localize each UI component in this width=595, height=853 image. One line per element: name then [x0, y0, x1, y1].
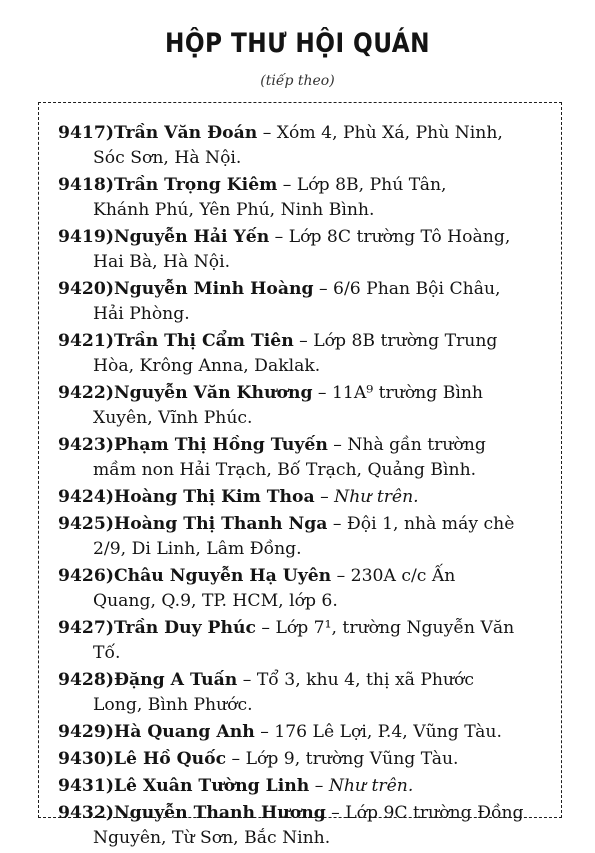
- entry-name: Nguyễn Thanh Hương: [113, 803, 326, 823]
- list-item: [58, 668, 552, 718]
- entry-name: Nguyễn Hải Yến: [113, 227, 270, 247]
- entry-name: Lê Xuân Tường Linh: [113, 776, 310, 796]
- entry-number: 9425): [58, 514, 114, 534]
- entry-name: Lê Hồ Quốc: [113, 749, 227, 769]
- list-item: [58, 277, 552, 327]
- entry-address-cont: Xuyên, Vĩnh Phúc.: [93, 408, 253, 428]
- entry-address: – Đội 1, nhà máy chè: [327, 514, 515, 534]
- entry-number: 9432): [58, 803, 114, 823]
- entry-number: 9428): [58, 670, 114, 690]
- entry-address-cont: Khánh Phú, Yên Phú, Ninh Bình.: [93, 200, 375, 220]
- entry-address: –: [309, 776, 329, 796]
- list-item: [58, 173, 552, 223]
- list-item: [58, 433, 552, 483]
- page-title: HỘP THƯ HỘI QUÁN: [164, 28, 431, 59]
- entry-name: Đặng A Tuấn: [113, 670, 238, 690]
- list-item: [58, 329, 552, 379]
- entry-name: Trần Thị Cẩm Tiên: [113, 331, 294, 351]
- list-item: [58, 774, 552, 799]
- entry-number: 9418): [58, 175, 114, 195]
- entry-address-cont: Sóc Sơn, Hà Nội.: [93, 148, 242, 168]
- entry-number: 9417): [58, 123, 114, 143]
- entry-address-cont: 2/9, Di Linh, Lâm Đồng.: [93, 539, 302, 559]
- entry-name: Phạm Thị Hồng Tuyến: [113, 435, 328, 455]
- entry-name: Nguyễn Văn Khương: [113, 383, 313, 403]
- entry-number: 9427): [58, 618, 114, 638]
- entry-number: 9423): [58, 435, 114, 455]
- list-item: [58, 720, 552, 745]
- entry-address: – Xóm 4, Phù Xá, Phù Ninh,: [257, 123, 503, 143]
- list-item: [58, 616, 552, 666]
- entry-name: Châu Nguyễn Hạ Uyên: [113, 566, 332, 586]
- entry-number: 9422): [58, 383, 114, 403]
- list-item: [58, 512, 552, 562]
- entry-name: Trần Văn Đoán: [113, 123, 258, 143]
- entry-address: – Tổ 3, khu 4, thị xã Phước: [237, 670, 475, 690]
- entry-name: Nguyễn Minh Hoàng: [113, 279, 314, 299]
- entry-number: 9424): [58, 487, 114, 507]
- entry-address-cont: mầm non Hải Trạch, Bố Trạch, Quảng Bình.: [93, 460, 477, 480]
- entry-name: Hoàng Thị Thanh Nga: [113, 514, 328, 534]
- page-subtitle: (tiếp theo): [260, 73, 335, 89]
- entry-address-cont: Tố.: [93, 643, 121, 663]
- entry-address: –: [314, 487, 335, 507]
- entry-same-as-above: Như trên.: [334, 487, 419, 507]
- entry-number: 9430): [58, 749, 114, 769]
- entry-number: 9431): [58, 776, 114, 796]
- entry-number: 9420): [58, 279, 114, 299]
- entry-address: – Lớp 8B trường Trung: [293, 331, 498, 351]
- entry-address: – Nhà gần trường: [327, 435, 486, 455]
- entry-address: – 230A c/c Ấn: [331, 566, 456, 586]
- entry-address: – 11A⁹ trường Bình: [312, 383, 483, 403]
- list-item: [58, 801, 552, 851]
- list-item: [58, 381, 552, 431]
- list-item: [58, 564, 552, 614]
- list-item: [58, 747, 552, 772]
- entry-name: Trần Trọng Kiêm: [113, 175, 278, 195]
- entry-name: Hoàng Thị Kim Thoa: [113, 487, 315, 507]
- entry-number: 9429): [58, 722, 114, 742]
- entry-number: 9419): [58, 227, 114, 247]
- mailbox-list: [58, 121, 552, 853]
- entry-address: – 176 Lê Lợi, P.4, Vũng Tàu.: [254, 722, 502, 742]
- entry-address: – Lớp 9C trường Đồng: [325, 803, 524, 823]
- list-item: [58, 225, 552, 275]
- list-item: [58, 485, 552, 510]
- entry-address: – Lớp 9, trường Vũng Tàu.: [226, 749, 459, 769]
- entry-address: – Lớp 8C trường Tô Hoàng,: [269, 227, 511, 247]
- entry-address-cont: Hải Phòng.: [93, 304, 190, 324]
- entry-address-cont: Nguyên, Từ Sơn, Bắc Ninh.: [93, 828, 331, 848]
- entry-address-cont: Quang, Q.9, TP. HCM, lớp 6.: [93, 591, 338, 611]
- entry-number: 9426): [58, 566, 114, 586]
- entry-same-as-above: Như trên.: [328, 776, 414, 796]
- entry-address-cont: Long, Bình Phước.: [93, 695, 253, 715]
- entry-name: Hà Quang Anh: [113, 722, 255, 742]
- entry-address-cont: Hai Bà, Hà Nội.: [93, 252, 231, 272]
- entry-address: – Lớp 8B, Phú Tân,: [277, 175, 447, 195]
- entry-address: – 6/6 Phan Bội Châu,: [313, 279, 501, 299]
- list-item: [58, 121, 552, 171]
- entry-address-cont: Hòa, Krông Anna, Daklak.: [93, 356, 321, 376]
- entry-number: 9421): [58, 331, 114, 351]
- entry-address: – Lớp 7¹, trường Nguyễn Văn: [255, 618, 515, 638]
- entry-name: Trần Duy Phúc: [113, 618, 256, 638]
